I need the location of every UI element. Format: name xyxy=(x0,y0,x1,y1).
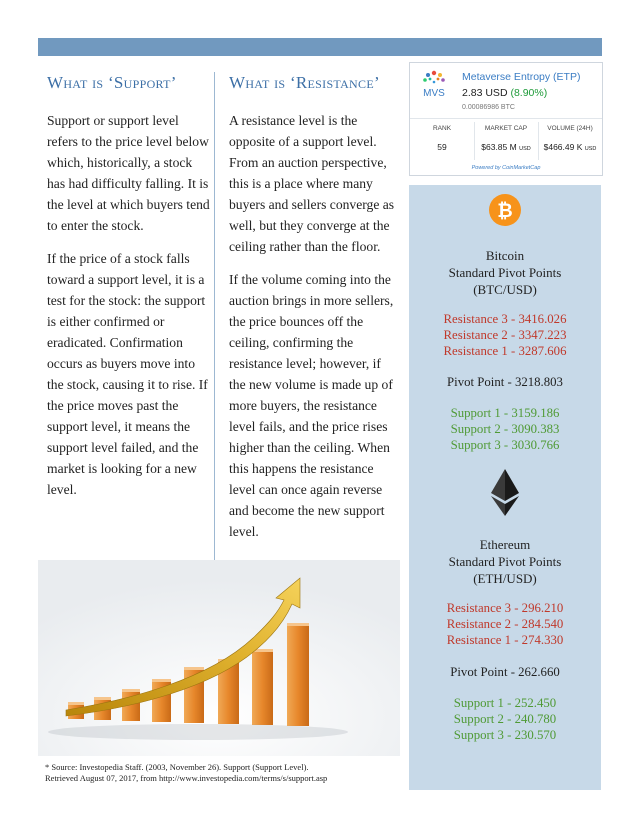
resistance-paragraph-2: If the volume coming into the auction brings in more sellers, the price bounces off the ceiling, confirming the resistance level; however, if the new volume is made up of more buyers, the resistance level fails, and the price rises higher than the ceiling. When this happens the resistance level can once again reverse and become the new support level. xyxy=(229,272,394,539)
market-cap-value xyxy=(474,142,538,152)
rank-value: 59 xyxy=(437,142,447,152)
ethereum-icon xyxy=(491,469,519,517)
bitcoin-resistance-3: Resistance 3 - 3416.026 xyxy=(443,312,567,326)
svg-text:₿: ₿ xyxy=(497,200,513,222)
support-paragraph-1: Support or support level refers to the price level below which, historically, a stock has had difficulty falling. It is the level at which buyers tend to enter the stock. xyxy=(47,113,210,233)
widget-rank xyxy=(410,125,474,152)
source-line-2: Retrieved August 07, 2017, from http://www.investopedia.com/terms/s/support.asp xyxy=(45,773,328,783)
volume-value xyxy=(538,142,602,152)
support-paragraph-2: If the price of a stock falls toward a support level, it is a test for the stock: the support is either confirmed or eradicated. Confirmation occurs as buyers move into the stock, causing it to rise. If the price moves past the support level, it means the support level failed, and the market is looking for a new level. xyxy=(47,251,208,497)
bitcoin-resistance-1: Resistance 1 - 3287.606 xyxy=(443,344,567,358)
ethereum-support-list xyxy=(409,695,601,743)
bitcoin-title xyxy=(409,247,601,298)
widget-price-change: (8.90%) xyxy=(510,87,548,99)
coin-widget[interactable] xyxy=(409,62,603,176)
column-divider xyxy=(214,72,215,560)
source-line-1: * Source: Investopedia Staff. (2003, November 26). Support (Support Level). xyxy=(45,762,309,772)
mvs-logo-text: MVS xyxy=(423,88,445,99)
header-bar xyxy=(38,38,602,56)
ethereum-resistance-list xyxy=(409,600,601,648)
ethereum-pair: (ETH/USD) xyxy=(473,571,537,586)
bitcoin-pivot-point: Pivot Point - 3218.803 xyxy=(447,375,563,389)
bitcoin-resistance-2: Resistance 2 - 3347.223 xyxy=(443,328,567,342)
ethereum-subtitle: Standard Pivot Points xyxy=(448,554,562,569)
pivot-points-panel xyxy=(409,185,601,790)
source-citation xyxy=(45,762,400,784)
growth-chart-illustration xyxy=(38,560,400,756)
market-cap-label: MARKET CAP xyxy=(484,125,528,132)
ethereum-support-1: Support 1 - 252.450 xyxy=(453,696,557,710)
bitcoin-icon xyxy=(488,193,522,227)
widget-price xyxy=(462,87,547,99)
bitcoin-pair: (BTC/USD) xyxy=(473,282,537,297)
support-column xyxy=(47,72,212,512)
bitcoin-support-2: Support 2 - 3090.383 xyxy=(450,422,560,436)
widget-separator xyxy=(410,118,602,119)
ethereum-support-3: Support 3 - 230.570 xyxy=(453,728,557,742)
ethereum-name: Ethereum xyxy=(479,537,531,552)
market-cap-amount: $63.85 M xyxy=(481,142,517,152)
ethereum-resistance-3: Resistance 3 - 296.210 xyxy=(446,601,564,615)
widget-market-cap xyxy=(474,125,538,152)
volume-label: VOLUME (24H) xyxy=(547,125,593,132)
ethereum-support-2: Support 2 - 240.780 xyxy=(453,712,557,726)
widget-price-value: 2.83 USD xyxy=(462,87,508,99)
widget-btc-price: 0.00086986 BTC xyxy=(462,104,515,111)
bitcoin-subtitle: Standard Pivot Points xyxy=(448,265,562,280)
chart-bar-shadows xyxy=(48,724,348,740)
bitcoin-name: Bitcoin xyxy=(485,248,525,263)
ethereum-resistance-2: Resistance 2 - 284.540 xyxy=(446,617,564,631)
volume-amount: $466.49 K xyxy=(543,142,583,152)
ethereum-title xyxy=(409,536,601,587)
resistance-paragraph-1: A resistance level is the opposite of a support level. From an auction perspective, this is a place where many buyers and sellers converge as well, but they converge at the ceiling rather than the floor. xyxy=(229,113,395,254)
powered-by-link[interactable]: Powered by CoinMarketCap xyxy=(471,165,541,171)
resistance-column xyxy=(229,72,399,554)
resistance-heading: What is ‘Resistance’ xyxy=(229,73,380,92)
bitcoin-resistance-list xyxy=(409,311,601,359)
widget-coin-name[interactable]: Metaverse Entropy (ETP) xyxy=(462,71,581,83)
bitcoin-support-3: Support 3 - 3030.766 xyxy=(450,438,560,452)
market-cap-unit: USD xyxy=(519,146,531,152)
widget-volume xyxy=(538,125,602,152)
mvs-logo-icon xyxy=(418,70,454,102)
ethereum-resistance-1: Resistance 1 - 274.330 xyxy=(446,633,564,647)
rank-label: RANK xyxy=(432,125,452,132)
volume-unit: USD xyxy=(584,146,597,152)
bitcoin-support-list xyxy=(409,405,601,453)
bitcoin-support-1: Support 1 - 3159.186 xyxy=(450,406,560,420)
support-heading: What is ‘Support’ xyxy=(47,73,177,92)
ethereum-pivot-point: Pivot Point - 262.660 xyxy=(450,665,560,679)
